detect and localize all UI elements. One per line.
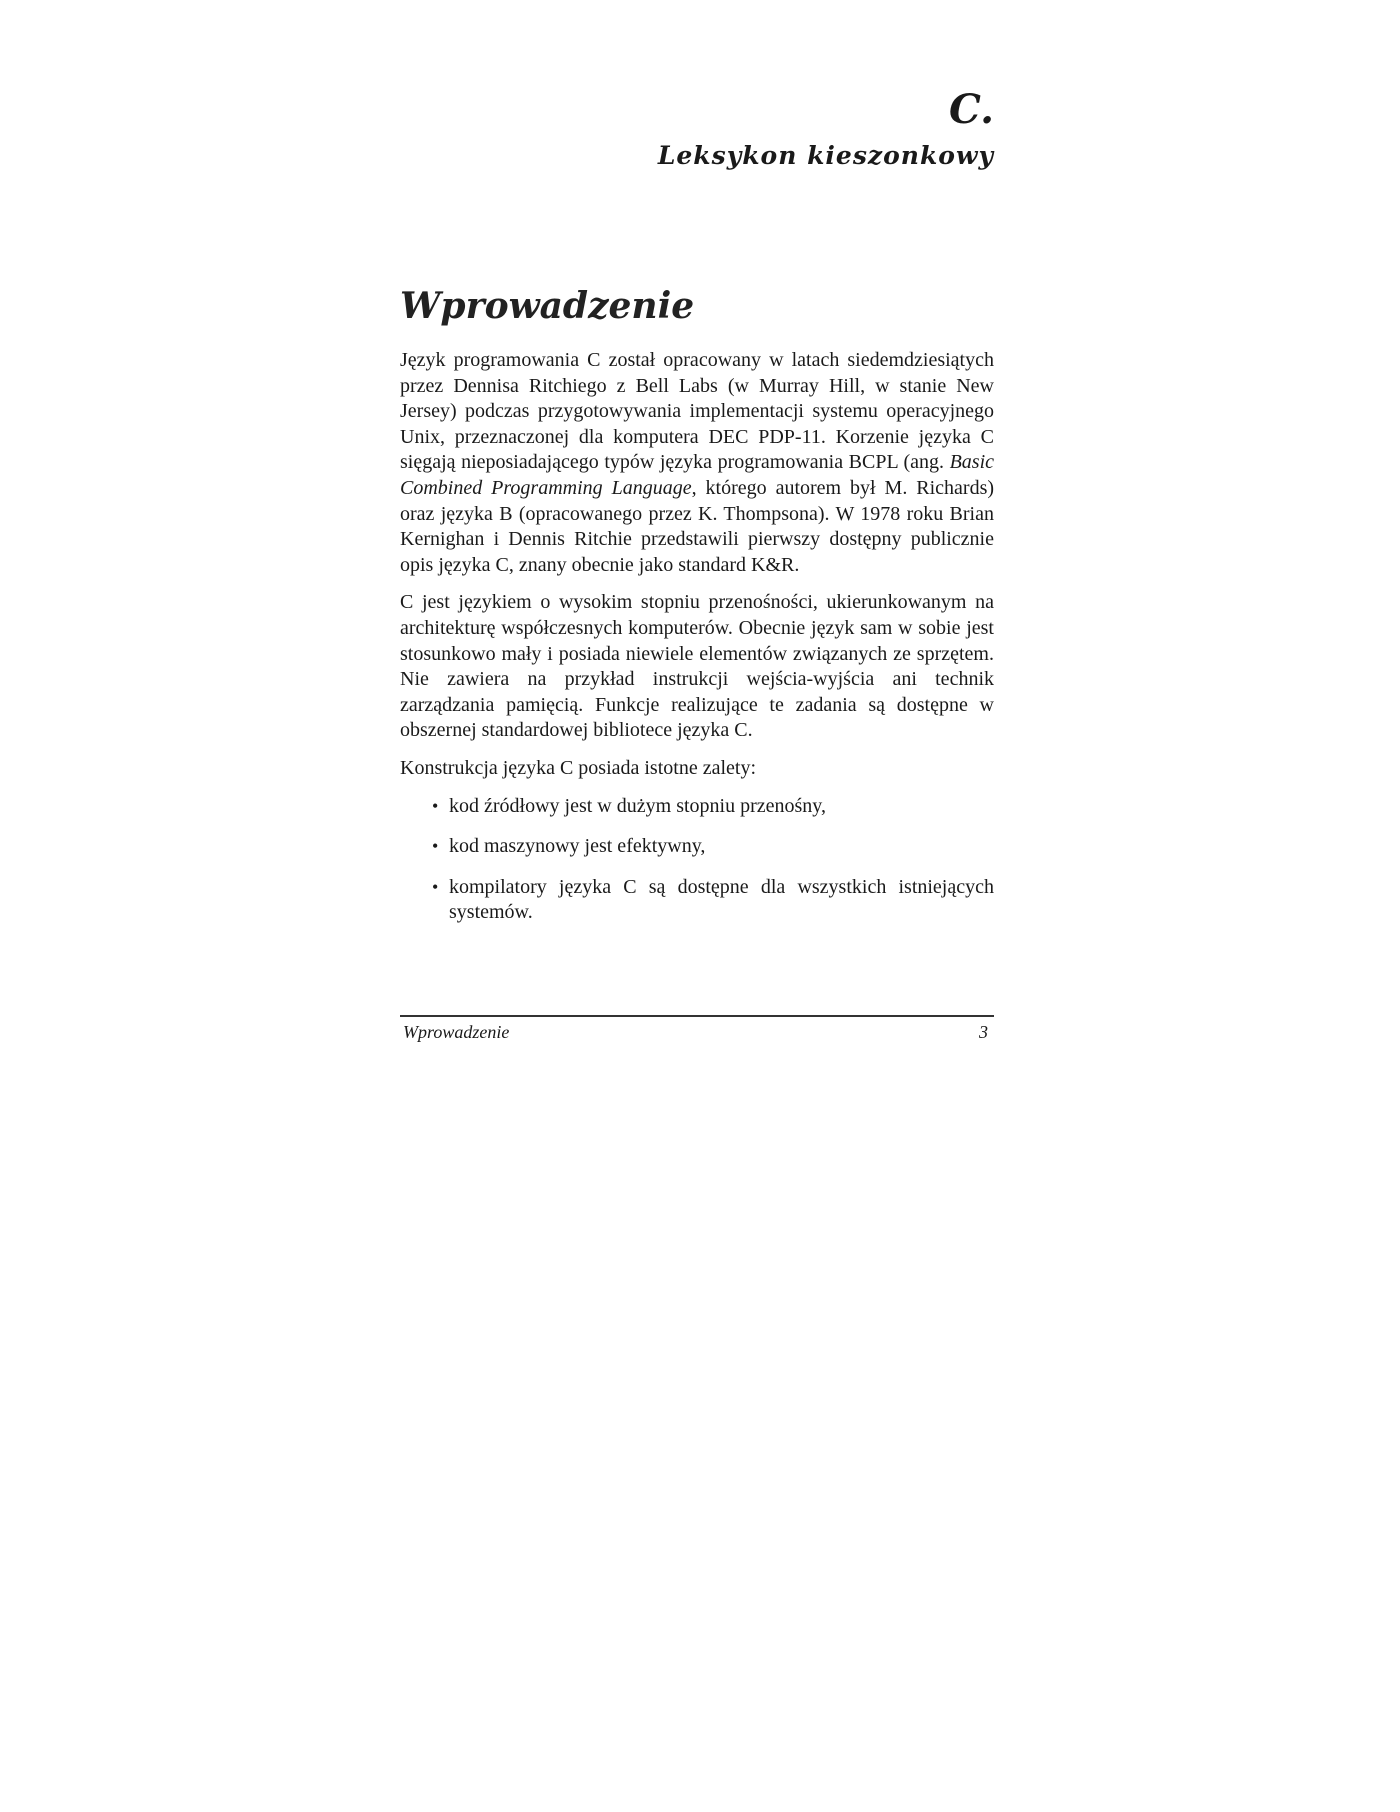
bullet-icon: • xyxy=(432,795,439,816)
bullet-icon: • xyxy=(432,876,439,897)
running-footer-section: Wprowadzenie xyxy=(403,1022,510,1042)
list-item-text: kod źródłowy jest w dużym stopniu przenośny, xyxy=(449,794,826,817)
bcpl-expansion: Basic Combined Programming Language xyxy=(400,451,994,499)
list-item-text: kod maszynowy jest efektywny, xyxy=(449,835,706,858)
page-number: 3 xyxy=(979,1022,988,1042)
paragraph-history-text-2: , którego autorem był M. Richards) oraz języka B (opracowanego przez K. Thompsona). W 1978 roku Brian Kernighan i Dennis Ritchie przedstawili pierwszy dostępny publicznie opis języka C, znany obecnie jako standard K&R. xyxy=(400,476,995,576)
list-item xyxy=(432,834,994,860)
list-item xyxy=(432,875,994,926)
paragraph-history-text-1: Język programowania C został opracowany w latach siedemdziesiątych przez Dennisa Ritchiego z Bell Labs (w Murray Hill, w stanie New Jersey) podczas przygotowywania implementacji systemu operacyjnego Unix, przeznaczonej dla komputera DEC PDP-11. Korzenie języka C sięgają nieposiadającego typów języka programowania BCPL (ang. xyxy=(400,349,994,474)
book-subtitle: Leksykon kieszonkowy xyxy=(657,141,994,170)
advantages-list xyxy=(400,794,994,926)
paragraph-history xyxy=(400,348,994,578)
bullet-icon: • xyxy=(432,836,439,857)
list-item-text: kompilatory języka C są dostępne dla wszystkich istniejących systemów. xyxy=(449,875,994,924)
paragraph-portability: C jest językiem o wysokim stopniu przenośności, ukierunkowanym na architekturę współczesnych komputerów. Obecnie język sam w sobie jest stosunkowo mały i posiada niewiele elementów związanych ze sprzętem. Nie zawiera na przykład instrukcji wejścia-wyjścia ani technik zarządzania pamięcią. Funkcje realizujące te zadania są dostępne w obszernej standardowej bibliotece języka C. xyxy=(400,591,994,742)
main-content xyxy=(400,280,994,941)
paragraph-advantages-intro: Konstrukcja języka C posiada istotne zalety: xyxy=(400,756,757,779)
book-title: C. xyxy=(948,86,994,133)
section-heading: Wprowadzenie xyxy=(400,285,695,327)
list-item xyxy=(432,794,994,820)
footer-divider xyxy=(400,1015,994,1017)
